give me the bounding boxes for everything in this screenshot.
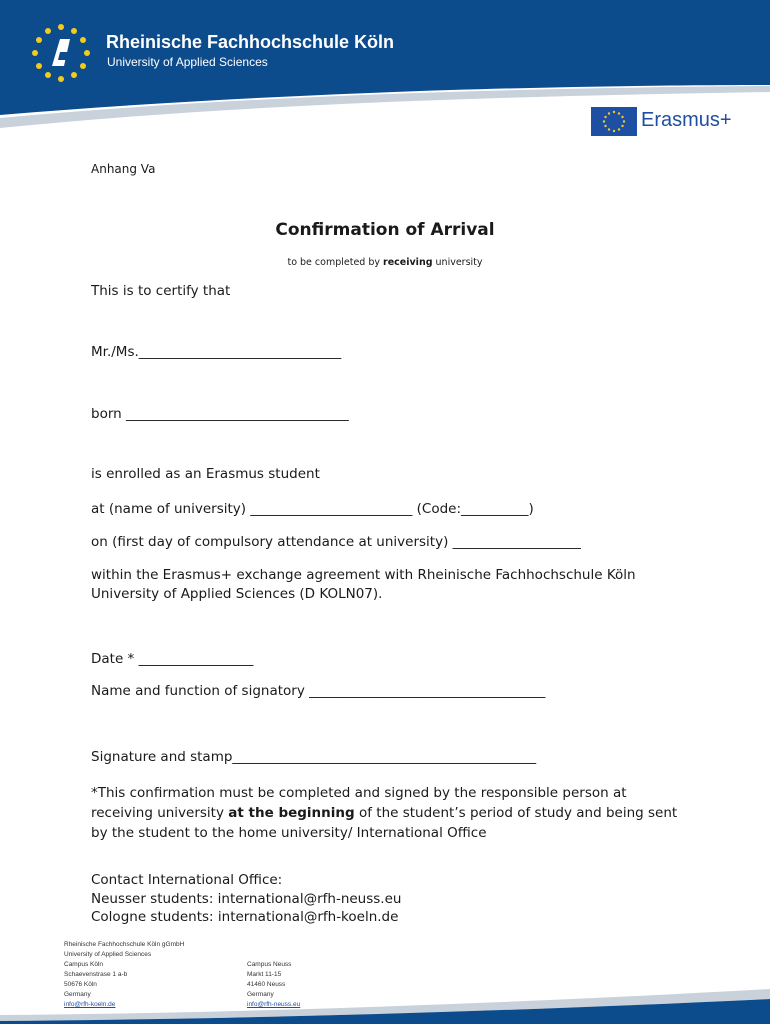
- erasmus-wordmark: Erasmus+: [641, 109, 732, 131]
- attendance-field-line: on (first day of compulsory attendance at university) ___________________: [91, 534, 581, 550]
- agreement-text-line-2: University of Applied Sciences (D KOLN07).: [91, 586, 383, 602]
- annex-label: Anhang Va: [91, 162, 156, 176]
- footer-wave: [0, 985, 770, 1024]
- signature-field-line: Signature and stamp_____________________________________________: [91, 749, 537, 765]
- footer-email-neuss-link[interactable]: info@rfh-neuss.eu: [247, 1001, 301, 1008]
- confirmation-note: *This confirmation must be completed and signed by the responsible person at receiving university at the beginning of the student’s period of study and being sent by the student to the home university/ International Office: [91, 785, 678, 841]
- name-field-line: Mr./Ms.______________________________: [91, 344, 342, 360]
- footer-email-koeln-link[interactable]: info@rfh-koeln.de: [64, 1001, 116, 1008]
- page-title: Confirmation of Arrival: [275, 220, 495, 240]
- rfh-star-logo-icon: [30, 22, 92, 84]
- signatory-field-line: Name and function of signatory ___________________________________: [91, 683, 546, 699]
- contact-heading: Contact International Office:: [91, 872, 283, 888]
- contact-neuss: Neusser students: international@rfh-neuss.eu: [91, 890, 402, 907]
- enrolled-text: is enrolled as an Erasmus student: [91, 466, 320, 482]
- page-header: [0, 0, 770, 140]
- university-field-line: at (name of university) ________________________ (Code:__________): [91, 501, 534, 517]
- institution-name: Rheinische Fachhochschule Köln: [106, 32, 395, 52]
- born-field-line: born _________________________________: [91, 406, 349, 422]
- footer-address-koeln: Rheinische Fachhochschule Köln gGmbH University of Applied Sciences Campus Köln Schaevenstrase 1 a-b 50676 Köln Germany info@rfh-koeln.de: [64, 941, 185, 1008]
- contact-block: [91, 871, 401, 927]
- institution-subtitle: University of Applied Sciences: [107, 55, 268, 69]
- form-subtitle: to be completed by receiving university: [287, 257, 483, 268]
- certify-text: This is to certify that: [91, 283, 231, 299]
- date-field-line: Date * _________________: [91, 651, 254, 667]
- agreement-text-line-1: within the Erasmus+ exchange agreement with Rheinische Fachhochschule Köln: [91, 567, 636, 583]
- contact-cologne: Cologne students: international@rfh-koeln.de: [91, 909, 399, 925]
- footer-address-neuss: Campus Neuss Markt 11-15 41460 Neuss Germany info@rfh-neuss.eu: [247, 961, 301, 1008]
- eu-flag-icon: [591, 107, 637, 136]
